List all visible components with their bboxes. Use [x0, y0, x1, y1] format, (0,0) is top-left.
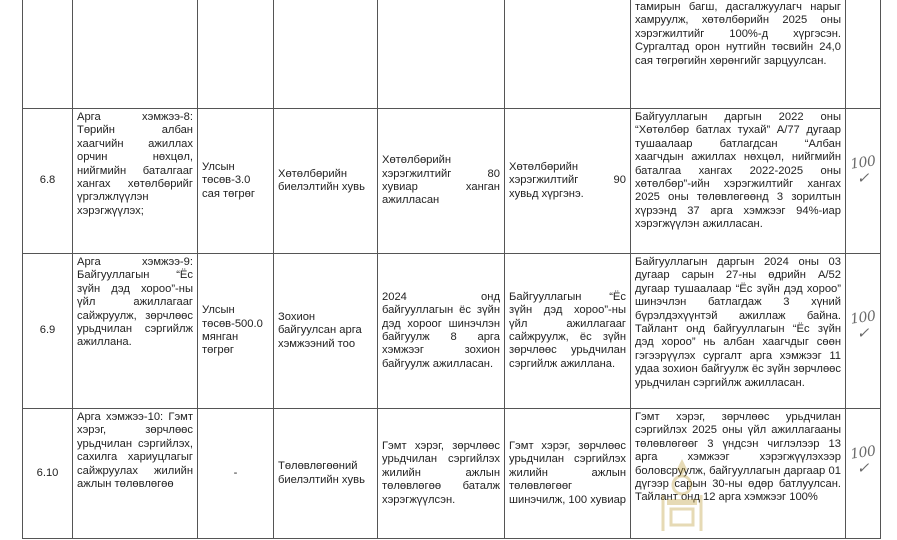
report-cell: тамирын багш, дасгалжуулагч нарыг хамруулж, хөтөлбөрийн 2025 оны хэрэгжилтийг 100%-д хүргэсэн. Сургалтад орон нутгийн төсвийн 24,0 сая төгрөгийн хөрөнгийг зарцуулсан. [631, 0, 846, 109]
table-row [23, 0, 881, 109]
funding-cell: - [198, 409, 274, 539]
funding-cell: Улсын төсөв-3.0 сая төгрөг [198, 109, 274, 254]
row-number: 6.8 [23, 109, 73, 254]
goal-cell: Гэмт хэрэг, зөрчлөөс урьдчилан сэргийлэх жилийн ажлын төлөвлөгөөг шинэчилж, 100 хувиар [505, 409, 631, 539]
score-value [846, 37, 880, 42]
goal-cell: Хөтөлбөрийн хэрэгжилтийг 90 хувьд хүргэнэ. [505, 109, 631, 254]
table-row [23, 409, 881, 539]
goal-cell [505, 0, 631, 109]
table-row [23, 109, 881, 254]
report-cell: Байгууллагын даргын 2024 оны 03 дугаар сарын 27-ны өдрийн А/52 дугаар тушаалаар “Ёс зүйн дэд хороо” шинэчлэн батлагдаж 3 хүний бүрэлдэхүүнтэй ажиллаж байна. Тайлант онд байгууллагын “Ёс зүйн дэд хороо” нь албан хаагчдыг сөөн гэгээрүүлэх сургалт арга хэмжээг 11 удаа зохион байгуулж ёс зүйн зөрчлөөс урьдчилан сэргийлж ажилласан. [631, 254, 846, 409]
score-cell [846, 0, 881, 109]
indicator-cell: Төлөвлөгөөний биелэлтийн хувь [274, 409, 378, 539]
funding-cell [198, 0, 274, 109]
task-cell: Арга хэмжээ-8: Төрийн албан хаагчийн ажиллах орчин нөхцөл, нийгмийн баталгааг хангах хөтөлбөрийг үргэлжлүүлэн хэрэгжүүлэх; [73, 109, 198, 254]
score-value: 100 [849, 308, 877, 328]
baseline-cell: 2024 онд байгууллагын ёс зүйн дэд хороог шинэчлэн байгуулж 8 арга хэмжээг зохион байгуулж ажилласан. [378, 254, 505, 409]
task-cell: Арга хэмжээ-9: Байгууллагын “Ёс зүйн дэд хороо”-ны үйл ажиллагааг сайжруулж, зөрчлөөс урьдчилан сэргийлж ажиллана. [73, 254, 198, 409]
score-cell [846, 254, 881, 409]
score-cell [846, 109, 881, 254]
row-number [23, 0, 73, 109]
score-value: 100 [849, 443, 877, 463]
row-number: 6.10 [23, 409, 73, 539]
table-row [23, 254, 881, 409]
task-cell: Арга хэмжээ-10: Гэмт хэрэг, зөрчлөөс урьдчилан сэргийлэх, сахилга хариуцлагыг сайжруулах жилийн ажлын төлөвлөгөө [73, 409, 198, 539]
check-icon: ✓ [856, 324, 870, 343]
check-icon: ✓ [856, 459, 870, 478]
report-cell: Байгууллагын даргын 2022 оны “Хөтөлбөр батлах тухай” А/77 дугаар тушаалаар батлагдсан “Албан хаагчдын ажиллах нөхцөл, нийгмийн баталгаа хангах 2022-2025 оны хөтөлбөр”-ийн хэрэгжилтийг хангах 2025 оны төлөвлөгөөнд 3 зорилтын хүрээнд 37 арга хэмжээг 94%-иар хэрэгжүүлэн ажилласан. [631, 109, 846, 254]
funding-cell: Улсын төсөв-500.0 мянган төгрөг [198, 254, 274, 409]
indicator-cell [274, 0, 378, 109]
report-cell: Гэмт хэрэг, зөрчлөөс урьдчилан сэргийлэх 2025 оны үйл ажиллагааны төлөвлөгөөг 3 үндсэн чиглэлээр 13 арга хэмжээг хэрэгжүүлэхээр боловсруулж, байгууллагын даргаар 01 дүгээр сарын 30-ны өдөр батлуулсан. Тайлант онд 12 арга хэмжээг 100% [631, 409, 846, 539]
score-value: 100 [849, 153, 877, 173]
task-cell [73, 0, 198, 109]
check-icon: ✓ [856, 169, 870, 188]
baseline-cell: Гэмт хэрэг, зөрчлөөс урьдчилан сэргийлэх жилийн ажлын төлөвлөгөө баталж хэрэгжүүлсэн. [378, 409, 505, 539]
goal-cell: Байгууллагын “Ёс зүйн дэд хороо”-ны үйл ажиллагааг сайжруулж, ёс зүйн зөрчлөөс урьдчилан сэргийлж ажиллана. [505, 254, 631, 409]
seal-stamp-icon [655, 455, 709, 535]
row-number: 6.9 [23, 254, 73, 409]
baseline-cell: Хөтөлбөрийн хэрэгжилтийг 80 хувиар ханган ажилласан [378, 109, 505, 254]
indicator-cell: Зохион байгуулсан арга хэмжээний тоо [274, 254, 378, 409]
report-table [22, 0, 881, 539]
baseline-cell [378, 0, 505, 109]
score-cell [846, 409, 881, 539]
indicator-cell: Хөтөлбөрийн биелэлтийн хувь [274, 109, 378, 254]
